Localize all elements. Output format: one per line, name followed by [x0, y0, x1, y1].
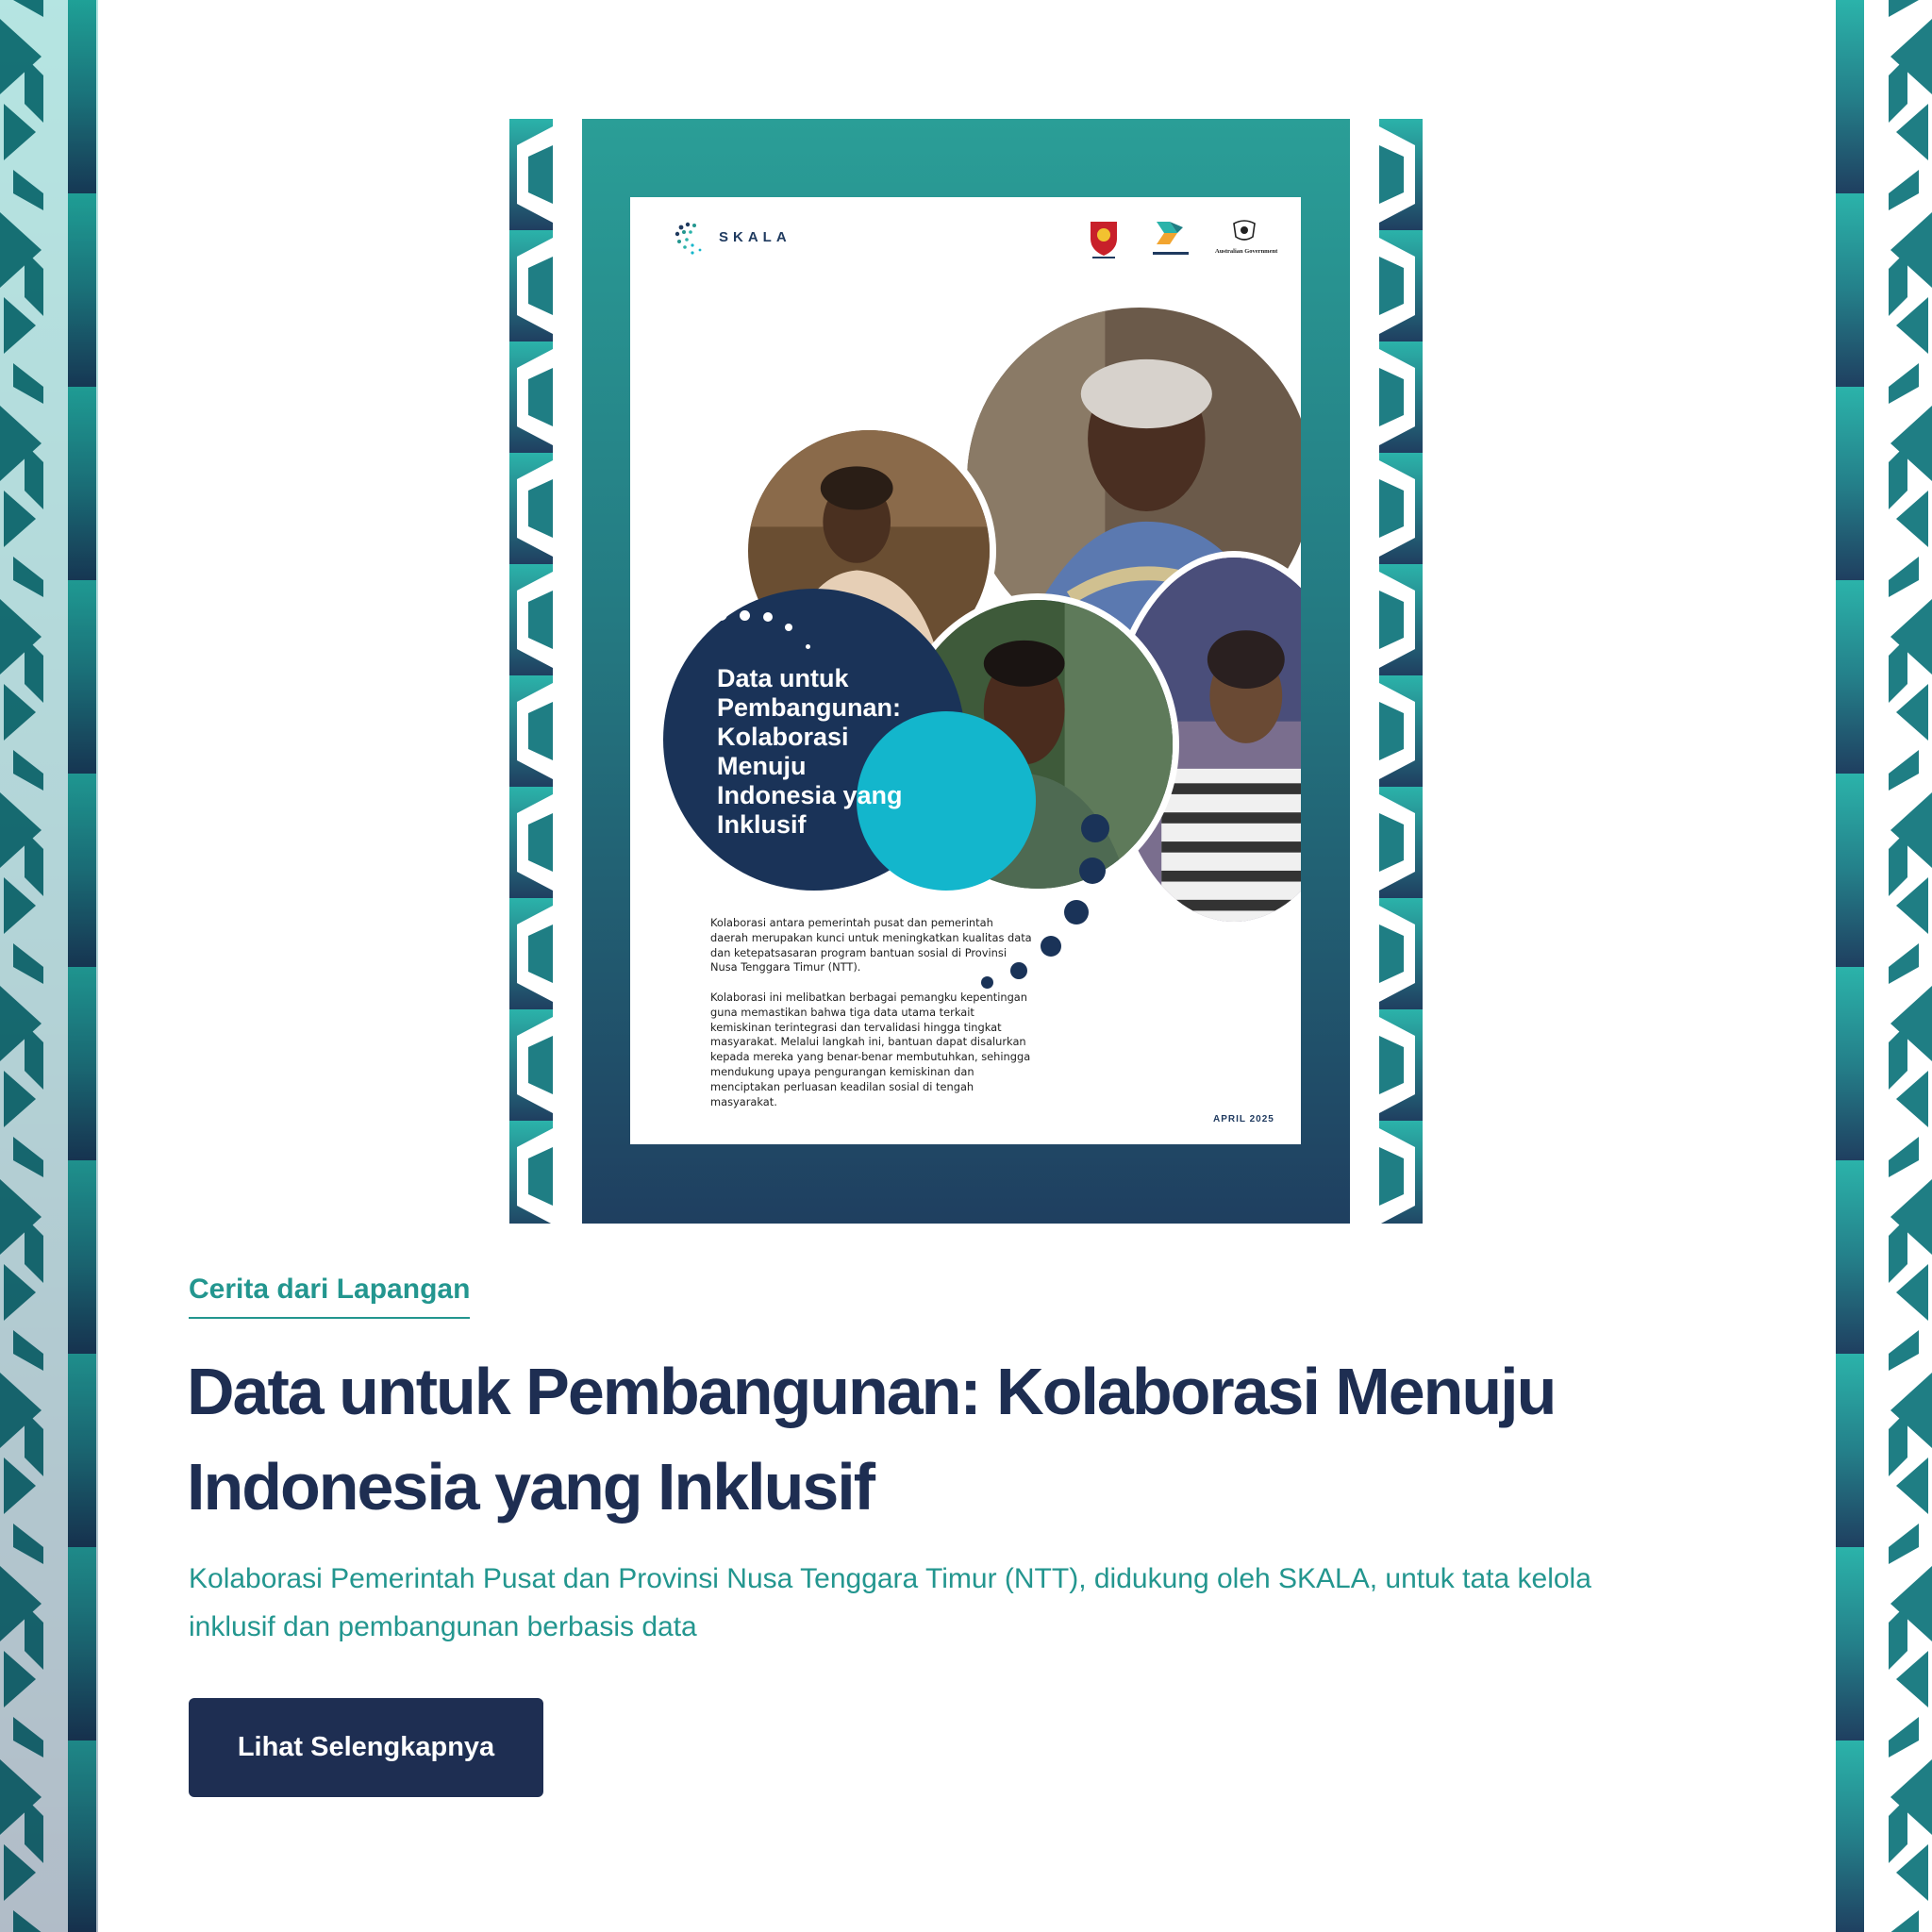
- decor-dot: [693, 620, 707, 633]
- cover-date: APRIL 2025: [1213, 1114, 1274, 1124]
- article-subtitle: Kolaborasi Pemerintah Pusat dan Provinsi Nusa Tenggara Timur (NTT), didukung oleh SKALA, untuk tata kelola inklusif dan pembangunan berbasis data: [189, 1563, 1591, 1642]
- see-more-button[interactable]: Lihat Selengkapnya: [189, 1698, 543, 1797]
- ntt-government-crest-icon: [1085, 218, 1123, 259]
- category-link[interactable]: Cerita dari Lapangan: [189, 1274, 470, 1319]
- skala-logo-mark-icon: [672, 218, 715, 261]
- australian-government-logo: [1215, 218, 1278, 255]
- australian-government-label: Australian Government: [1215, 248, 1278, 255]
- decorative-band-right: [1834, 0, 1932, 1932]
- decor-dot: [806, 644, 810, 649]
- decor-dot: [1081, 814, 1109, 842]
- australian-government-crest-icon: [1230, 218, 1258, 244]
- decor-dot: [763, 612, 773, 622]
- cover-stripe-left: [509, 119, 553, 1224]
- skala-logo: [672, 218, 794, 261]
- decor-dot: [785, 624, 792, 631]
- bappenas-logo-icon: [1149, 218, 1192, 259]
- cover-title: Data untuk Pembangunan: Kolaborasi Menuju Indonesia yang Inklusif: [717, 664, 903, 839]
- decor-dot: [714, 608, 727, 621]
- cover-stripe-right: [1379, 119, 1423, 1224]
- skala-logo-text: SKALA: [719, 229, 791, 245]
- decorative-band-left: [0, 0, 98, 1932]
- report-cover-image: [509, 119, 1423, 1224]
- decor-dot: [1064, 900, 1089, 924]
- article-title: Data untuk Pembangunan: Kolaborasi Menuju Indonesia yang Inklusif: [187, 1355, 1556, 1524]
- cover-frame: [582, 119, 1350, 1224]
- cover-page: [630, 197, 1301, 1144]
- decor-dot: [740, 610, 750, 621]
- cover-body-text: Kolaborasi antara pemerintah pusat dan pemerintah daerah merupakan kunci untuk meningkatkan kualitas data dan ketepatsasaran program bantuan sosial di Provinsi Nusa Tenggara Timur (NTT). Kolaborasi ini melibatkan berbagai pemangku kepentingan guna memastikan bahwa tiga data utama terkait kemiskinan terintegrasi dan tervalidasi hingga tingkat masyarakat. Melalui langkah ini, bantuan dapat disalurkan kepada mereka yang benar-benar membutuhkan, sehingga mendukung upaya pengurangan kemiskinan dan menciptakan perluasan keadilan sosial di tengah masyarakat.: [710, 916, 1032, 1108]
- decor-dot: [1079, 858, 1106, 884]
